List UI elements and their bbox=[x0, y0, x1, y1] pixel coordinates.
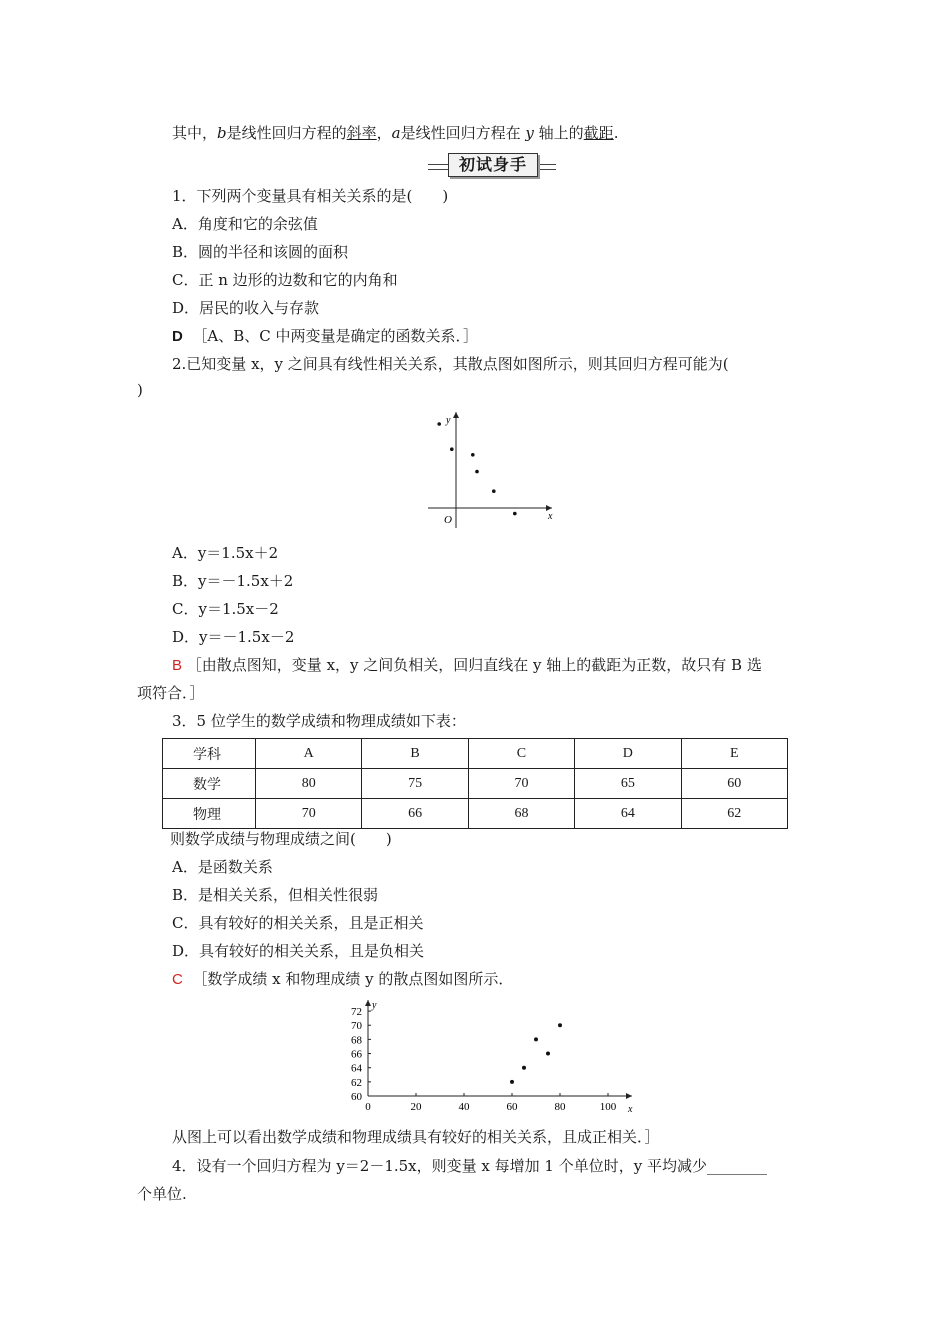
y-axis-label: y bbox=[446, 415, 451, 426]
intro-line bbox=[172, 123, 618, 143]
origin-label: O bbox=[444, 514, 452, 526]
q1-explain: ［A、B、C 中两变量是确定的函数关系．］ bbox=[192, 327, 478, 345]
intro-slope: 斜率 bbox=[346, 124, 377, 142]
table-cell: 65 bbox=[575, 769, 681, 799]
table-cell: 75 bbox=[362, 769, 468, 799]
section-title: 初试身手 bbox=[448, 153, 538, 177]
q3-answer-line bbox=[172, 969, 513, 990]
intro-end: . bbox=[613, 124, 619, 142]
y-tick-label: 66 bbox=[351, 1048, 362, 1061]
x-tick-label: 0 bbox=[365, 1101, 371, 1113]
x-tick-label: 100 bbox=[599, 1101, 617, 1113]
y-tick-label: 64 bbox=[351, 1062, 362, 1075]
q1-answer-line bbox=[172, 326, 478, 347]
section-title-banner bbox=[428, 152, 556, 178]
table-cell: 64 bbox=[575, 799, 681, 829]
intro-y: y bbox=[525, 124, 534, 142]
q2-stem-line1: 2.已知变量 x，y 之间具有线性相关关系，其散点图如图所示，则其回归方程可能为( bbox=[172, 355, 729, 373]
q1-option-c: C．正 n 边形的边数和它的内角和 bbox=[172, 271, 398, 289]
table-cell: E bbox=[681, 739, 787, 769]
table-cell: D bbox=[575, 739, 681, 769]
table-cell: 学科 bbox=[163, 739, 256, 769]
scatter-point bbox=[450, 447, 454, 451]
intro-text-3: 是线性回归方程在 bbox=[400, 124, 526, 142]
x-axis-arrow bbox=[626, 1093, 632, 1099]
q3-explain-line1: ［数学成绩 x 和物理成绩 y 的散点图如图所示． bbox=[192, 970, 514, 988]
q4-line2: 个单位. bbox=[137, 1185, 187, 1203]
intro-text-4: 轴上的 bbox=[533, 124, 584, 142]
table-row bbox=[163, 799, 788, 829]
q1-option-a: A．角度和它的余弦值 bbox=[172, 215, 318, 233]
intro-prefix: 其中， bbox=[172, 124, 218, 142]
q1-option-b: B．圆的半径和该圆的面积 bbox=[172, 243, 349, 261]
scatter-point bbox=[437, 422, 441, 426]
intro-b: b bbox=[217, 124, 227, 142]
table-cell: 数学 bbox=[163, 769, 256, 799]
q2-answer-line bbox=[172, 655, 762, 676]
q2-stem-line2: ) bbox=[137, 381, 143, 399]
table-cell: 68 bbox=[468, 799, 574, 829]
intro-text-2: ， bbox=[376, 124, 392, 142]
x-axis-label: x bbox=[548, 511, 553, 522]
q3-option-b: B．是相关关系，但相关性很弱 bbox=[172, 886, 379, 904]
scatter-point bbox=[475, 470, 479, 474]
scatter-point bbox=[534, 1037, 538, 1041]
y-axis-arrow bbox=[453, 412, 459, 418]
y-axis-label: y bbox=[372, 1000, 377, 1011]
q1-answer: D bbox=[172, 328, 183, 345]
q1-option-d: D．居民的收入与存款 bbox=[172, 299, 320, 317]
q2-explain-line2: 项符合．］ bbox=[137, 684, 205, 702]
table-cell: 70 bbox=[468, 769, 574, 799]
y-tick-label: 68 bbox=[351, 1034, 362, 1047]
scatter-point bbox=[513, 512, 517, 516]
table-row bbox=[163, 769, 788, 799]
q2-explain-line1: ［由散点图知，变量 x，y 之间负相关，回归直线在 y 轴上的截距为正数，故只有 B 选 bbox=[186, 656, 762, 674]
table-cell: C bbox=[468, 739, 574, 769]
q2-option-a: A．y＝1.5x＋2 bbox=[172, 544, 279, 562]
q3-question: 则数学成绩与物理成绩之间( ) bbox=[170, 830, 392, 848]
x-tick-label: 20 bbox=[410, 1101, 422, 1113]
y-tick-label: 60 bbox=[351, 1091, 362, 1103]
table-cell: B bbox=[362, 739, 468, 769]
q3-option-d: D．具有较好的相关关系，且是负相关 bbox=[172, 942, 425, 960]
y-tick-label: 72 bbox=[351, 1006, 362, 1019]
scatter-point bbox=[471, 453, 475, 457]
table-cell: 60 bbox=[681, 769, 787, 799]
y-tick-label: 70 bbox=[351, 1020, 362, 1033]
q4-line1: 4．设有一个回归方程为 y＝2－1.5x，则变量 x 每增加 1 个单位时，y 平均减少________ bbox=[172, 1157, 767, 1175]
q3-explain-line2: 从图上可以看出数学成绩和物理成绩具有较好的相关关系，且成正相关．］ bbox=[172, 1128, 660, 1146]
table-cell: 80 bbox=[256, 769, 362, 799]
q3-stem: 3．5 位学生的数学成绩和物理成绩如下表： bbox=[172, 712, 466, 730]
intro-intercept: 截距 bbox=[583, 124, 614, 142]
x-tick-label: 40 bbox=[458, 1101, 470, 1113]
q3-option-a: A．是函数关系 bbox=[172, 858, 273, 876]
q2-scatter-chart bbox=[422, 408, 562, 534]
q3-option-c: C．具有较好的相关关系，且是正相关 bbox=[172, 914, 424, 932]
scatter-point bbox=[546, 1052, 550, 1056]
scatter-point bbox=[510, 1080, 514, 1084]
table-cell: A bbox=[256, 739, 362, 769]
x-tick-label: 80 bbox=[554, 1101, 566, 1113]
table-cell: 70 bbox=[256, 799, 362, 829]
q2-option-d: D．y＝－1.5x－2 bbox=[172, 628, 295, 646]
q2-option-c: C．y＝1.5x－2 bbox=[172, 600, 279, 618]
q3-answer: C bbox=[172, 971, 183, 988]
table-cell: 62 bbox=[681, 799, 787, 829]
q1-stem: 1．下列两个变量具有相关关系的是( ) bbox=[172, 187, 449, 205]
scatter-point bbox=[558, 1023, 562, 1027]
table-cell: 66 bbox=[362, 799, 468, 829]
table-cell: 物理 bbox=[163, 799, 256, 829]
scatter-point bbox=[522, 1066, 526, 1070]
y-tick-label: 62 bbox=[351, 1076, 362, 1089]
y-axis-arrow bbox=[365, 1000, 371, 1006]
x-tick-label: 60 bbox=[506, 1101, 518, 1113]
q2-answer: B bbox=[172, 657, 183, 674]
q2-option-b: B．y＝－1.5x＋2 bbox=[172, 572, 294, 590]
intro-a: a bbox=[391, 124, 401, 142]
grades-table bbox=[162, 738, 788, 829]
intro-text-1: 是线性回归方程的 bbox=[226, 124, 347, 142]
table-row bbox=[163, 739, 788, 769]
scatter-point bbox=[492, 489, 496, 493]
q3-scatter-chart bbox=[338, 996, 640, 1120]
x-axis-label: x bbox=[628, 1104, 633, 1115]
